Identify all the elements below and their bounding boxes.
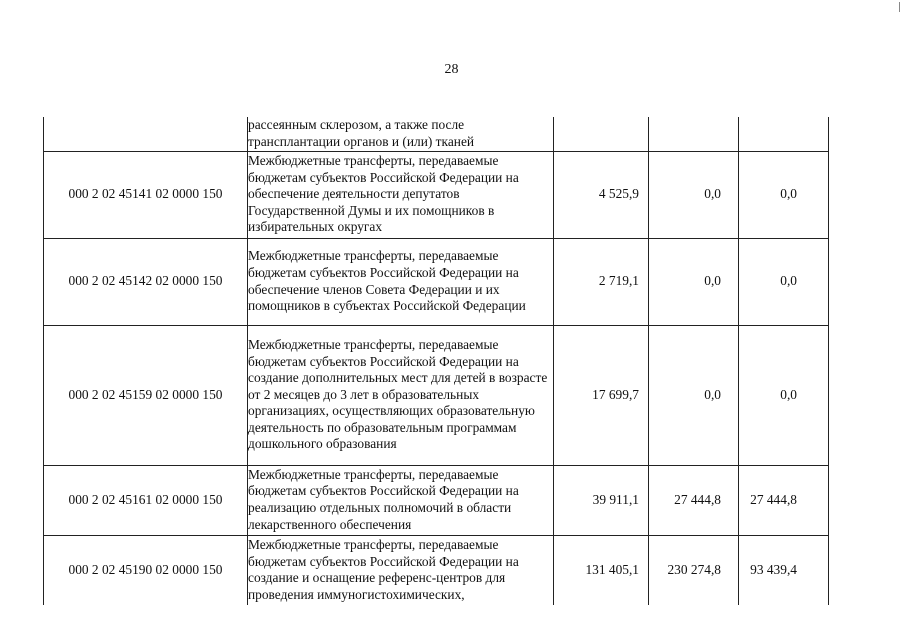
table-row (44, 151, 829, 238)
value-cell: 27 444,8 (739, 465, 829, 535)
value-cell: 0,0 (739, 151, 829, 238)
value-cell (649, 117, 739, 151)
table-row (44, 535, 829, 605)
scan-edge-mark (899, 2, 900, 12)
description-text: Межбюджетные трансферты, передаваемые бюджетам субъектов Российской Федерации на обеспечение деятельности депутатов Государственной Думы и их помощников в избирательных округах (248, 153, 519, 235)
value-cell: 2 719,1 (554, 238, 649, 325)
budget-code-cell: 000 2 02 45141 02 0000 150 (44, 151, 248, 238)
value-cell: 27 444,8 (649, 465, 739, 535)
budget-code-cell: 000 2 02 45190 02 0000 150 (44, 535, 248, 605)
table-row (44, 325, 829, 465)
value-cell: 0,0 (649, 325, 739, 465)
value-cell: 0,0 (649, 151, 739, 238)
table-row (44, 238, 829, 325)
table-row (44, 465, 829, 535)
description-text: Межбюджетные трансферты, передаваемые бюджетам субъектов Российской Федерации на реализацию отдельных полномочий в области лекарственного обеспечения (248, 466, 519, 532)
budget-code-cell: 000 2 02 45159 02 0000 150 (44, 325, 248, 465)
value-cell: 131 405,1 (554, 535, 649, 605)
budget-code-cell: 000 2 02 45142 02 0000 150 (44, 238, 248, 325)
value-cell: 230 274,8 (649, 535, 739, 605)
value-cell: 0,0 (739, 325, 829, 465)
description-text: рассеянным склерозом, а также после трансплантации органов и (или) тканей (248, 117, 475, 149)
description-cell (248, 325, 554, 465)
table-row (44, 117, 829, 151)
description-text: Межбюджетные трансферты, передаваемые бюджетам субъектов Российской Федерации на обеспечение членов Совета Федерации и их помощников в субъектах Российской Федерации (248, 248, 526, 314)
value-cell: 0,0 (649, 238, 739, 325)
budget-code-cell: 000 2 02 45161 02 0000 150 (44, 465, 248, 535)
budget-table (43, 117, 829, 605)
budget-code-cell (44, 117, 248, 151)
description-cell (248, 238, 554, 325)
description-text: Межбюджетные трансферты, передаваемые бюджетам субъектов Российской Федерации на создание дополнительных мест для детей в возрасте от 2 месяцев до 3 лет в образовательных организациях, осуществляющих образовательную деятельность по образовательным программам дошкольного образования (248, 336, 548, 452)
value-cell (554, 117, 649, 151)
description-cell (248, 151, 554, 238)
value-cell: 17 699,7 (554, 325, 649, 465)
description-cell (248, 465, 554, 535)
value-cell: 93 439,4 (739, 535, 829, 605)
description-text: Межбюджетные трансферты, передаваемые бюджетам субъектов Российской Федерации на создание и оснащение референс-центров для проведения иммуногистохимических, (248, 537, 519, 602)
page-number: 28 (444, 62, 459, 77)
value-cell (739, 117, 829, 151)
value-cell: 4 525,9 (554, 151, 649, 238)
description-cell (248, 117, 554, 151)
value-cell: 39 911,1 (554, 465, 649, 535)
description-cell (248, 535, 554, 605)
value-cell: 0,0 (739, 238, 829, 325)
